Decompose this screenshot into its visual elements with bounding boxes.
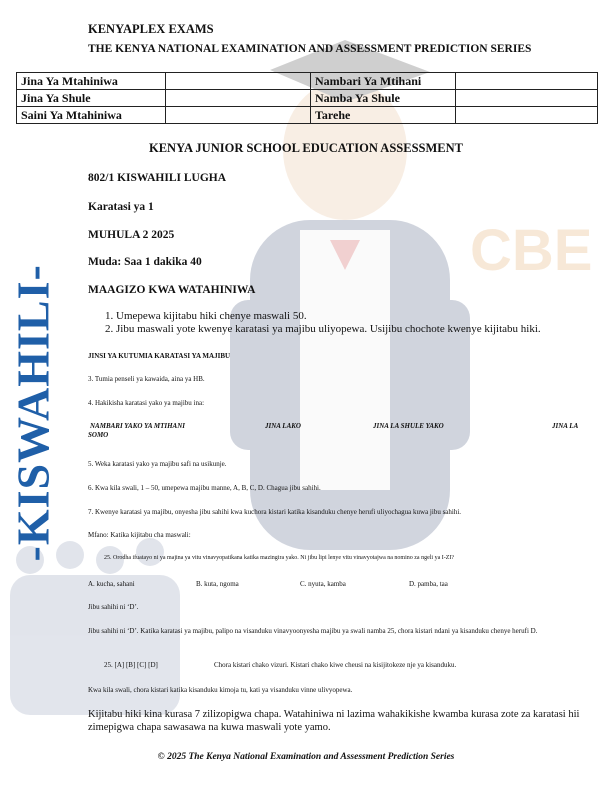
field-signature[interactable] [166, 107, 311, 124]
option-c: C. nyuta, kamba [300, 580, 346, 588]
instructions-list [98, 310, 603, 336]
paper-code: 802/1 KISWAHILI LUGHA [88, 172, 227, 184]
answer-sheet-title: JINSI YA KUTUMIA KARATASI YA MAJIBU [88, 352, 231, 360]
field-index-number[interactable] [456, 73, 598, 90]
subject-side-label: -KISWAHILI- [7, 264, 59, 562]
org-name: KENYAPLEX EXAMS [88, 22, 214, 36]
field-heading-name: JINA LAKO [265, 422, 301, 430]
assessment-title: KENYA JUNIOR SCHOOL EDUCATION ASSESSMENT [149, 141, 463, 155]
label-school-name: Jina Ya Shule [17, 90, 166, 107]
step-3: 3. Tumia penseli ya kawaida, aina ya HB. [88, 375, 205, 383]
instruction-item: 2. Jibu maswali yote kwenye karatasi ya majibu uliyopewa. Usijibu chochote kwenye kijitabu hiki. [116, 323, 603, 336]
series-title: THE KENYA NATIONAL EXAMINATION AND ASSESSMENT PREDICTION SERIES [88, 43, 532, 55]
step-7: 7. Kwenye karatasi ya majibu, onyesha jibu sahihi kwa kuchora kistari katika kisanduku chenye herufi uliyochagua kuwa jibu sahihi. [88, 508, 462, 516]
bubble-row: 25. [A] [B] [C] [D] [104, 661, 158, 669]
label-date: Tarehe [311, 107, 456, 124]
label-index-number: Nambari Ya Mtihani [311, 73, 456, 90]
duration: Muda: Saa 1 dakika 40 [88, 256, 202, 268]
label-signature: Saini Ya Mtahiniwa [17, 107, 166, 124]
field-date[interactable] [456, 107, 598, 124]
example-label: Mfano: Katika kijitabu cha maswali: [88, 531, 191, 539]
instructions-title: MAAGIZO KWA WATAHINIWA [88, 284, 256, 296]
option-a: A. kucha, sahani [88, 580, 135, 588]
paper-number: Karatasi ya 1 [88, 201, 154, 213]
one-mark-instruction: Kwa kila swali, chora kistari katika kisanduku kimoja tu, kati ya visanduku vinne ulivyopewa. [88, 686, 353, 694]
field-school-name[interactable] [166, 90, 311, 107]
field-heading-index: NAMBARI YAKO YA MTIHANI [90, 422, 185, 430]
correct-answer: Jibu sahihi ni ‘D’. [88, 603, 139, 611]
page-count-note: Kijitabu hiki kina kurasa 7 zilizopigwa chapa. Watahiniwa ni lazima wahakikishe kwamba kurasa zote za karatasi hii zimepigwa chapa sawasawa na kuwa maswali yote yamo. [88, 709, 580, 733]
field-heading-subject-wrap: SOMO [88, 431, 109, 439]
field-heading-subject: JINA LA [552, 422, 579, 430]
step-4: 4. Hakikisha karatasi yako ya majibu ina: [88, 399, 205, 407]
cbe-watermark-text: CBE [470, 218, 593, 283]
label-school-number: Namba Ya Shule [311, 90, 456, 107]
bubble-note: Chora kistari chako vizuri. Kistari chako kiwe cheusi na kisijitokeze nje ya kisanduku. [214, 661, 457, 669]
field-candidate-name[interactable] [166, 73, 311, 90]
option-d: D. pamba, taa [409, 580, 448, 588]
step-5: 5. Weka karatasi yako ya majibu safi na usikunje. [88, 460, 227, 468]
term: MUHULA 2 2025 [88, 229, 175, 241]
field-heading-school: JINA LA SHULE YAKO [373, 422, 444, 430]
option-b: B. kuta, ngoma [196, 580, 239, 588]
candidate-info-table [16, 72, 598, 124]
explanation: Jibu sahihi ni ‘D’. Katika karatasi ya majibu, palipo na visanduku vinavyoonyesha majibu ya swali namba 25, chora kistari ndani ya kisanduku chenye herufi D. [88, 627, 538, 635]
label-candidate-name: Jina Ya Mtahiniwa [17, 73, 166, 90]
copyright-footer: © 2025 The Kenya National Examination and Assessment Prediction Series [157, 752, 455, 762]
step-6: 6. Kwa kila swali, 1 – 50, umepewa majibu manne, A, B, C, D. Chagua jibu sahihi. [88, 484, 321, 492]
instruction-item: 1. Umepewa kijitabu hiki chenye maswali 50. [116, 310, 603, 323]
example-question: 25. Orodha ifuatayo ni ya majina ya vitu vinavyopatikana katika mazingira yako. Ni jibu lipi lenye vitu vinavyotajwa na nomino za ngeli ya I-ZI? [104, 555, 455, 561]
field-school-number[interactable] [456, 90, 598, 107]
